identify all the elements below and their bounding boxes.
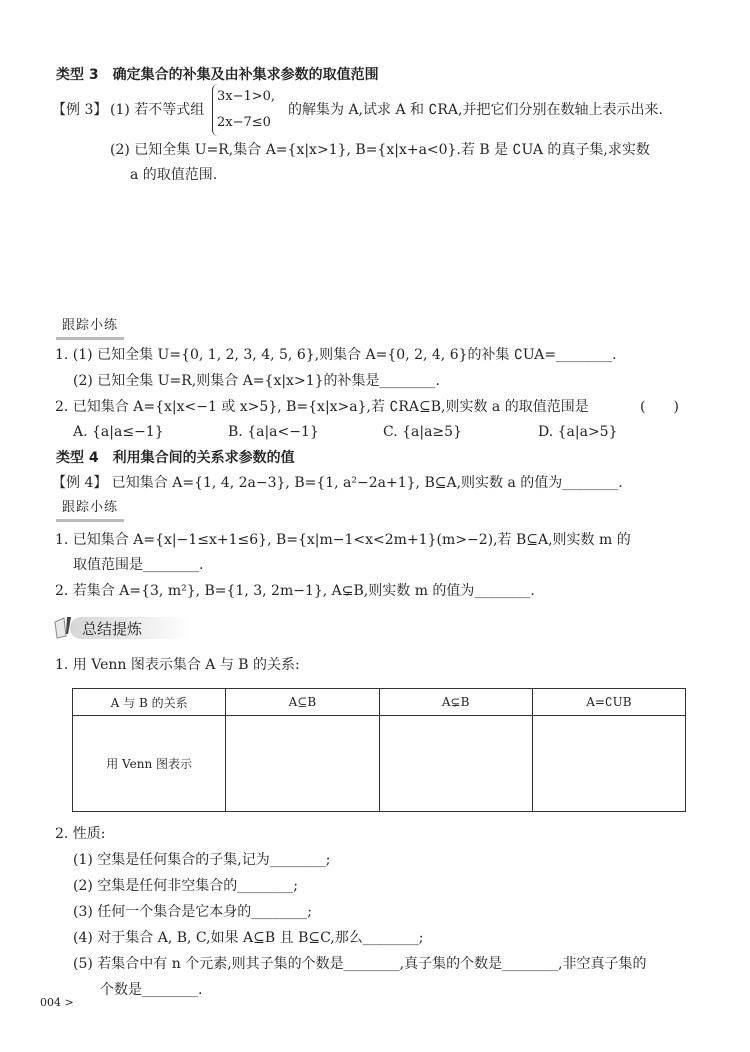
practice2-q2: 2. 若集合 A={3, m²}, B={1, 3, 2m−1}, A⊊B,则实数 m 的值为________. xyxy=(55,583,535,599)
property-5-cont: 个数是________. xyxy=(100,982,203,998)
practice-underline xyxy=(56,337,124,340)
venn-cell xyxy=(226,716,379,812)
practice2-q1-cont: 取值范围是________. xyxy=(73,557,204,573)
table-header: A⊆B xyxy=(226,689,379,716)
property-4: (4) 对于集合 A, B, C,如果 A⊆B 且 B⊆C,那么________; xyxy=(73,930,424,946)
option-b: B. {a|a<−1} xyxy=(228,424,319,440)
practice-label: 跟踪小练 xyxy=(62,500,119,515)
table-header: A⊊B xyxy=(379,689,532,716)
venn-table xyxy=(72,688,686,812)
page-number: 004 > xyxy=(40,996,74,1009)
practice1-q1-1: 1. (1) 已知全集 U={0, 1, 2, 3, 4, 5, 6},则集合 A={0, 2, 4, 6}的补集 ∁UA=________. xyxy=(55,347,617,363)
inequality-2: 2x−7≤0 xyxy=(217,115,271,130)
example3-part1-suffix: 的解集为 A,试求 A 和 ∁RA,并把它们分别在数轴上表示出来. xyxy=(288,102,663,118)
venn-cell xyxy=(532,716,685,812)
inequality-system xyxy=(212,84,275,136)
summary-title: 总结提炼 xyxy=(82,620,143,638)
venn-cell xyxy=(379,716,532,812)
example3-part1-prefix: (1) 若不等式组 xyxy=(110,102,205,118)
type3-heading: 类型 3 确定集合的补集及由补集求参数的取值范围 xyxy=(56,67,379,83)
properties-title: 2. 性质: xyxy=(55,826,106,842)
practice2-q1: 1. 已知集合 A={x|−1≤x+1≤6}, B={x|m−1<x<2m+1}(m>−2),若 B⊆A,则实数 m 的 xyxy=(55,532,631,548)
practice-label: 跟踪小练 xyxy=(62,318,119,333)
example3-part2: (2) 已知全集 U=R,集合 A={x|x>1}, B={x|x+a<0}.若 B 是 ∁UA 的真子集,求实数 xyxy=(110,142,650,158)
option-a: A. {a|a≤−1} xyxy=(73,424,164,440)
venn-intro: 1. 用 Venn 图表示集合 A 与 B 的关系: xyxy=(55,657,300,673)
table-header: A 与 B 的关系 xyxy=(73,689,226,716)
property-5: (5) 若集合中有 n 个元素,则其子集的个数是________,真子集的个数是________,非空真子集的 xyxy=(73,956,647,972)
table-header: A=∁UB xyxy=(532,689,685,716)
option-d: D. {a|a>5} xyxy=(538,424,618,440)
example4: 【例 4】 已知集合 A={1, 4, 2a−3}, B={1, a²−2a+1}, B⊆A,则实数 a 的值为________. xyxy=(52,475,623,491)
property-3: (3) 任何一个集合是它本身的________; xyxy=(73,904,312,920)
practice-underline xyxy=(56,519,124,522)
example3-part2-cont: a 的取值范围. xyxy=(130,167,218,183)
option-c: C. {a|a≥5} xyxy=(383,424,462,440)
property-1: (1) 空集是任何集合的子集,记为________; xyxy=(73,852,331,868)
type4-heading: 类型 4 利用集合间的关系求参数的值 xyxy=(56,450,295,466)
example3-label: 【例 3】 xyxy=(52,102,108,118)
answer-paren: ( ) xyxy=(640,399,679,415)
summary-banner xyxy=(70,617,190,639)
inequality-1: 3x−1>0, xyxy=(217,89,276,104)
table-row-label: 用 Venn 图表示 xyxy=(73,716,226,812)
property-2: (2) 空集是任何非空集合的________; xyxy=(73,878,298,894)
practice1-q2: 2. 已知集合 A={x|x<−1 或 x>5}, B={x|x>a},若 ∁RA⊆B,则实数 a 的取值范围是 xyxy=(55,399,589,415)
practice1-q1-2: (2) 已知全集 U=R,则集合 A={x|x>1}的补集是________. xyxy=(73,373,440,389)
